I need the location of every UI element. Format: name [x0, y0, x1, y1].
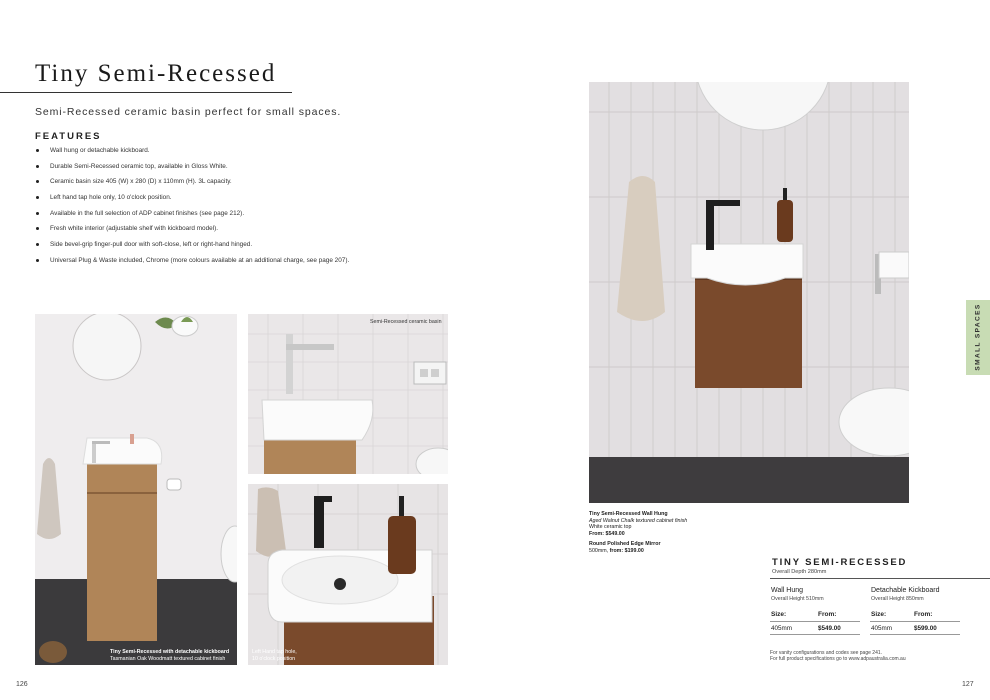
spec-overall-depth: Overall Depth 280mm	[772, 569, 827, 575]
title-divider	[0, 92, 292, 93]
photo-caption: Semi-Recessed ceramic basin	[370, 319, 442, 325]
ceramic-basin-photo	[248, 314, 448, 474]
mirror-caption-title: Round Polished Edge Mirror	[589, 541, 661, 548]
wall-hung-price: $549.00	[818, 625, 841, 632]
spec-note-website: For full product specifications go to www.adpaustralia.com.au	[770, 656, 906, 663]
kickboard-price: $599.00	[914, 625, 937, 632]
hero-price: $549.00	[605, 530, 625, 537]
mirror-size: 500mm,	[589, 547, 609, 554]
feature-item: Left hand tap hole only, 10 o'clock position.	[35, 193, 455, 209]
feature-item: Ceramic basin size 405 (W) x 280 (D) x 110mm (H). 3L capacity.	[35, 177, 455, 193]
features-list	[35, 146, 455, 272]
feature-item: Fresh white interior (adjustable shelf with kickboard model).	[35, 224, 455, 240]
wall-hung-from-label: From:	[818, 611, 837, 618]
section-tab-label: SMALL SPACES	[974, 303, 982, 371]
spec-title: TINY SEMI-RECESSED	[772, 557, 908, 568]
tap-hole-photo	[248, 484, 448, 665]
photo-caption-finish: Tasmanian Oak Woodmatt textured cabinet finish	[110, 656, 226, 662]
hero-wall-hung-photo	[589, 82, 909, 503]
feature-item: Side bevel-grip finger-pull door with soft-close, left or right-hand hinged.	[35, 240, 455, 256]
kickboard-from-label: From:	[914, 611, 933, 618]
photo-caption-line1: Left Hand tap hole,	[252, 649, 297, 655]
features-heading: FEATURES	[35, 131, 102, 142]
kickboard-size-label: Size:	[871, 611, 887, 618]
wall-hung-height: Overall Height 510mm	[771, 596, 824, 602]
mirror-price: $199.00	[624, 547, 644, 554]
photo-caption-title: Tiny Semi-Recessed with detachable kickboard	[110, 649, 230, 655]
kickboard-rule-bottom	[870, 634, 960, 635]
kickboard-height: Overall Height 850mm	[871, 596, 924, 602]
spec-notes	[770, 650, 906, 663]
spec-divider	[770, 578, 990, 579]
wall-hung-size-label: Size:	[771, 611, 787, 618]
wall-hung-rule	[770, 621, 860, 622]
feature-item: Wall hung or detachable kickboard.	[35, 146, 455, 162]
feature-item: Available in the full selection of ADP cabinet finishes (see page 212).	[35, 209, 455, 225]
wall-hung-size: 405mm	[771, 625, 792, 632]
hero-caption-top: White ceramic top	[589, 524, 632, 531]
spec-note-configurations: For vanity configurations and codes see page 241.	[770, 650, 883, 656]
feature-item: Durable Semi-Recessed ceramic top, available in Gloss White.	[35, 162, 455, 178]
hero-caption	[589, 511, 687, 555]
kickboard-size: 405mm	[871, 625, 892, 632]
photo-caption-line2: 10 o'clock position	[252, 656, 296, 662]
kickboard-rule	[870, 621, 960, 622]
hero-caption-title: Tiny Semi-Recessed Wall Hung	[589, 511, 668, 517]
vanity-kickboard-photo	[35, 314, 237, 665]
wall-hung-rule-bottom	[770, 634, 860, 635]
wall-hung-heading: Wall Hung	[771, 587, 804, 594]
kickboard-heading: Detachable Kickboard	[871, 587, 940, 594]
page-number-right: 127	[962, 681, 974, 688]
section-tab	[966, 300, 990, 375]
mirror-from-label: from:	[609, 547, 624, 554]
page-number-left: 126	[16, 681, 28, 688]
feature-item: Universal Plug & Waste included, Chrome (more colours available at an additional charge, see page 207).	[35, 256, 455, 272]
subtitle: Semi-Recessed ceramic basin perfect for small spaces.	[35, 106, 342, 118]
page-title: Tiny Semi-Recessed	[35, 60, 277, 87]
hero-price-label: From:	[589, 530, 605, 537]
hero-caption-finish: Aged Walnut Chalk textured cabinet finish	[589, 517, 688, 524]
